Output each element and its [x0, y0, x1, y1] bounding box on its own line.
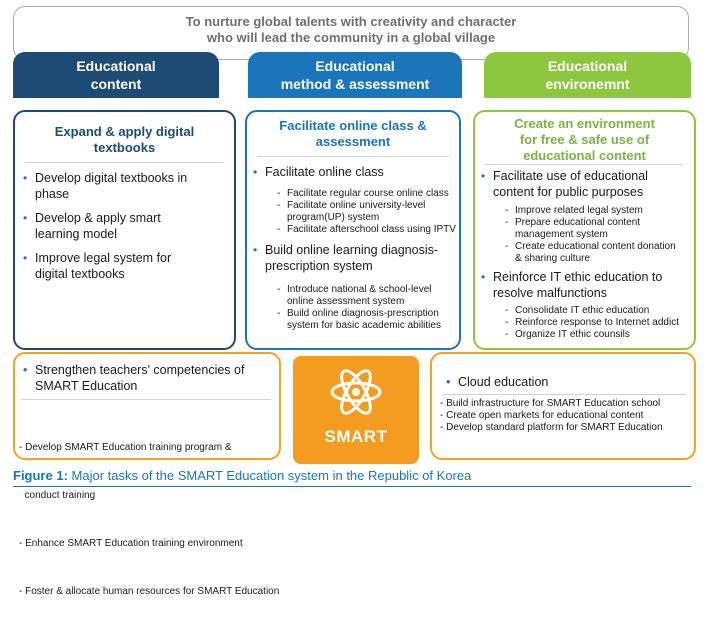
sub-list: [503, 305, 693, 341]
caption-text: Major tasks of the SMART Education system in the Republic of Korea: [67, 468, 472, 483]
item-line: • Improve legal system for: [35, 251, 172, 265]
sub-item: - Facilitate online university-level: [275, 200, 457, 212]
item-line: SMART Education: [35, 379, 138, 393]
sub-list: [503, 205, 693, 265]
divider: [21, 399, 271, 400]
sub-item-cont: online assessment system: [287, 296, 405, 307]
list-item: [21, 250, 226, 282]
header-educational-method: [248, 52, 462, 98]
sub-item: - Organize IT ethic counsils: [503, 329, 693, 341]
caption-label: Figure 1:: [13, 468, 68, 483]
method-list: [251, 164, 457, 338]
list-item: [479, 168, 693, 265]
divider: [25, 162, 223, 163]
content-box: [13, 110, 236, 350]
caption-rule: [13, 486, 691, 487]
item-line: • Reinforce IT ethic education to: [493, 270, 663, 284]
list-item: [251, 164, 457, 236]
smart-logo: [293, 356, 419, 464]
title-line: for free & safe use of: [519, 132, 650, 147]
list-item: [21, 210, 226, 242]
environment-list: [479, 168, 693, 347]
header-line: Educational: [547, 58, 628, 74]
item-line: • Build online learning diagnosis-: [265, 243, 439, 257]
content-box-title: [15, 124, 234, 156]
header-line: Educational: [315, 58, 395, 74]
vision-line-1: To nurture global talents with creativity and character: [185, 14, 517, 29]
sub-item: - Create educational content donation: [503, 241, 693, 253]
sub-item: conduct training: [19, 490, 96, 501]
cloud-box: [430, 352, 696, 460]
divider: [442, 394, 686, 395]
item-line: • Facilitate online class: [265, 165, 384, 179]
item-line: learning model: [35, 227, 117, 241]
sub-item: - Develop SMART Education training program &: [19, 442, 232, 453]
item-line: • Facilitate use of educational: [493, 169, 648, 183]
method-box: [245, 110, 461, 350]
item-line: • Develop & apply smart: [35, 211, 161, 225]
title-line: educational content: [523, 148, 646, 163]
sub-item-cont: system for basic academic abilities: [287, 320, 441, 331]
content-list: [21, 170, 226, 282]
header-line: Educational: [76, 58, 156, 74]
sub-list: [275, 284, 457, 332]
header-educational-environment: [484, 52, 691, 98]
title-line: Expand & apply digital: [54, 124, 195, 139]
environment-box: [473, 110, 696, 350]
header-line: method & assessment: [280, 76, 430, 92]
sub-item: - Enhance SMART Education training environment: [19, 538, 243, 549]
sub-item: - Reinforce response to Internet addict: [503, 317, 693, 329]
vision-line-2: who will lead the community in a global village: [206, 30, 496, 45]
title-line: Facilitate online class &: [279, 118, 427, 133]
sub-item: - Facilitate afterschool class using IPTV: [275, 224, 457, 236]
title-line: Create an environment: [514, 116, 655, 131]
header-educational-content: [13, 52, 219, 98]
item-line: digital textbooks: [35, 267, 125, 281]
item-line: resolve malfunctions: [493, 286, 607, 300]
title-line: textbooks: [93, 140, 156, 155]
item-line: prescription system: [265, 259, 373, 273]
sub-item: - Facilitate regular course online class: [275, 188, 457, 200]
sub-item: - Build infrastructure for SMART Education school: [440, 398, 661, 409]
sub-item: - Introduce national & school-level: [275, 284, 457, 296]
teachers-main: [21, 362, 279, 394]
item-line: • Strengthen teachers' competencies of: [35, 363, 245, 377]
sub-item: - Foster & allocate human resources for SMART Education: [19, 586, 280, 597]
environment-box-title: [475, 116, 694, 164]
item-line: content for public purposes: [493, 185, 644, 199]
sub-item: - Create open markets for educational content: [440, 410, 644, 421]
list-item: [479, 269, 693, 341]
sub-item: - Prepare educational content: [503, 217, 693, 229]
list-item: [21, 170, 226, 202]
sub-item: - Build online diagnosis-prescription: [275, 308, 457, 320]
sub-item: - Consolidate IT ethic education: [503, 305, 693, 317]
item-line: phase: [35, 187, 70, 201]
header-line: environemnt: [545, 76, 630, 92]
method-box-title: [247, 118, 459, 150]
teachers-sub-list: [19, 406, 279, 634]
divider: [257, 156, 449, 157]
cloud-main: • Cloud education: [444, 374, 694, 390]
sub-item-cont: program(UP) system: [287, 212, 380, 223]
figure-caption: [13, 468, 471, 483]
sub-item-cont: & sharing culture: [515, 253, 591, 264]
header-line: content: [90, 76, 142, 92]
sub-item: - Develop standard platform for SMART Education: [440, 422, 663, 433]
smart-label: SMART: [324, 427, 388, 446]
sub-item-cont: management system: [515, 229, 608, 240]
list-item: [251, 242, 457, 332]
title-line: assessment: [315, 134, 391, 149]
item-line: • Develop digital textbooks in: [35, 171, 188, 185]
sub-list: [275, 188, 457, 236]
atom-icon: [328, 364, 384, 420]
sub-item: - Improve related legal system: [503, 205, 693, 217]
cloud-sub-list: [440, 398, 694, 434]
divider: [485, 164, 683, 165]
